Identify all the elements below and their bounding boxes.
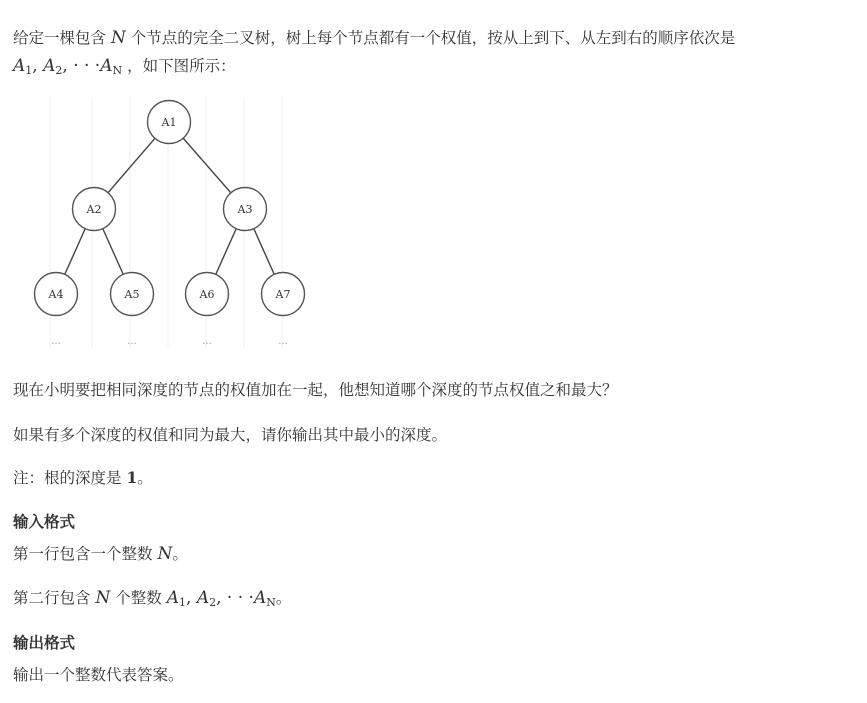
node-label: A2 xyxy=(86,203,102,216)
math-sequence: $A_1$, $A_2$, · · $\cdot A_N$ xyxy=(13,56,123,77)
paragraph-3: 注：根的深度是 1。 xyxy=(13,468,153,487)
ellipsis: ... xyxy=(202,336,212,347)
node-label: A1 xyxy=(161,116,177,129)
output-format-heading: 输出格式 xyxy=(13,634,76,652)
intro-text-rest: 个节点的完全二叉树，树上每个节点都有一个权值，按从上到下、从左到右的顺序依次是 xyxy=(130,29,736,47)
output-line-1: 输出一个整数代表答案。 xyxy=(13,666,184,684)
math-n: N xyxy=(95,588,111,608)
math-n: N xyxy=(157,544,173,564)
binary-tree-diagram xyxy=(30,92,320,352)
note-label: 注：根的深度是 xyxy=(13,469,122,487)
node-label: A7 xyxy=(275,288,291,301)
note-number: 1 xyxy=(126,468,138,487)
paragraph-2: 如果有多个深度的权值和同为最大，请你输出其中最小的深度。 xyxy=(13,426,448,444)
intro-text-tail: ，如下图所示： xyxy=(127,57,236,75)
node-label: A6 xyxy=(199,288,215,301)
input-format-heading: 输入格式 xyxy=(13,513,76,531)
node-label: A4 xyxy=(48,288,64,301)
intro-text: 给定一棵包含 xyxy=(13,29,107,47)
node-label: A3 xyxy=(237,203,253,216)
input-line-1: 第一行包含一个整数 N。 xyxy=(13,544,188,564)
input-line-2: 第二行包含 N 个整数 $A_1$, $A_2$, · · $\cdot A_N$。 xyxy=(13,588,292,609)
intro-line-1 xyxy=(13,26,735,48)
intro-line-2 xyxy=(13,54,236,77)
ellipsis: ... xyxy=(278,336,288,347)
paragraph-1: 现在小明要把相同深度的节点的权值加在一起，他想知道哪个深度的节点权值之和最大？ xyxy=(13,381,618,399)
ellipsis: ... xyxy=(127,336,137,347)
ellipsis: ... xyxy=(51,336,61,347)
node-label: A5 xyxy=(124,288,140,301)
math-n: N xyxy=(110,28,126,48)
math-sequence: $A_1$, $A_2$, · · $\cdot A_N$ xyxy=(166,588,276,609)
